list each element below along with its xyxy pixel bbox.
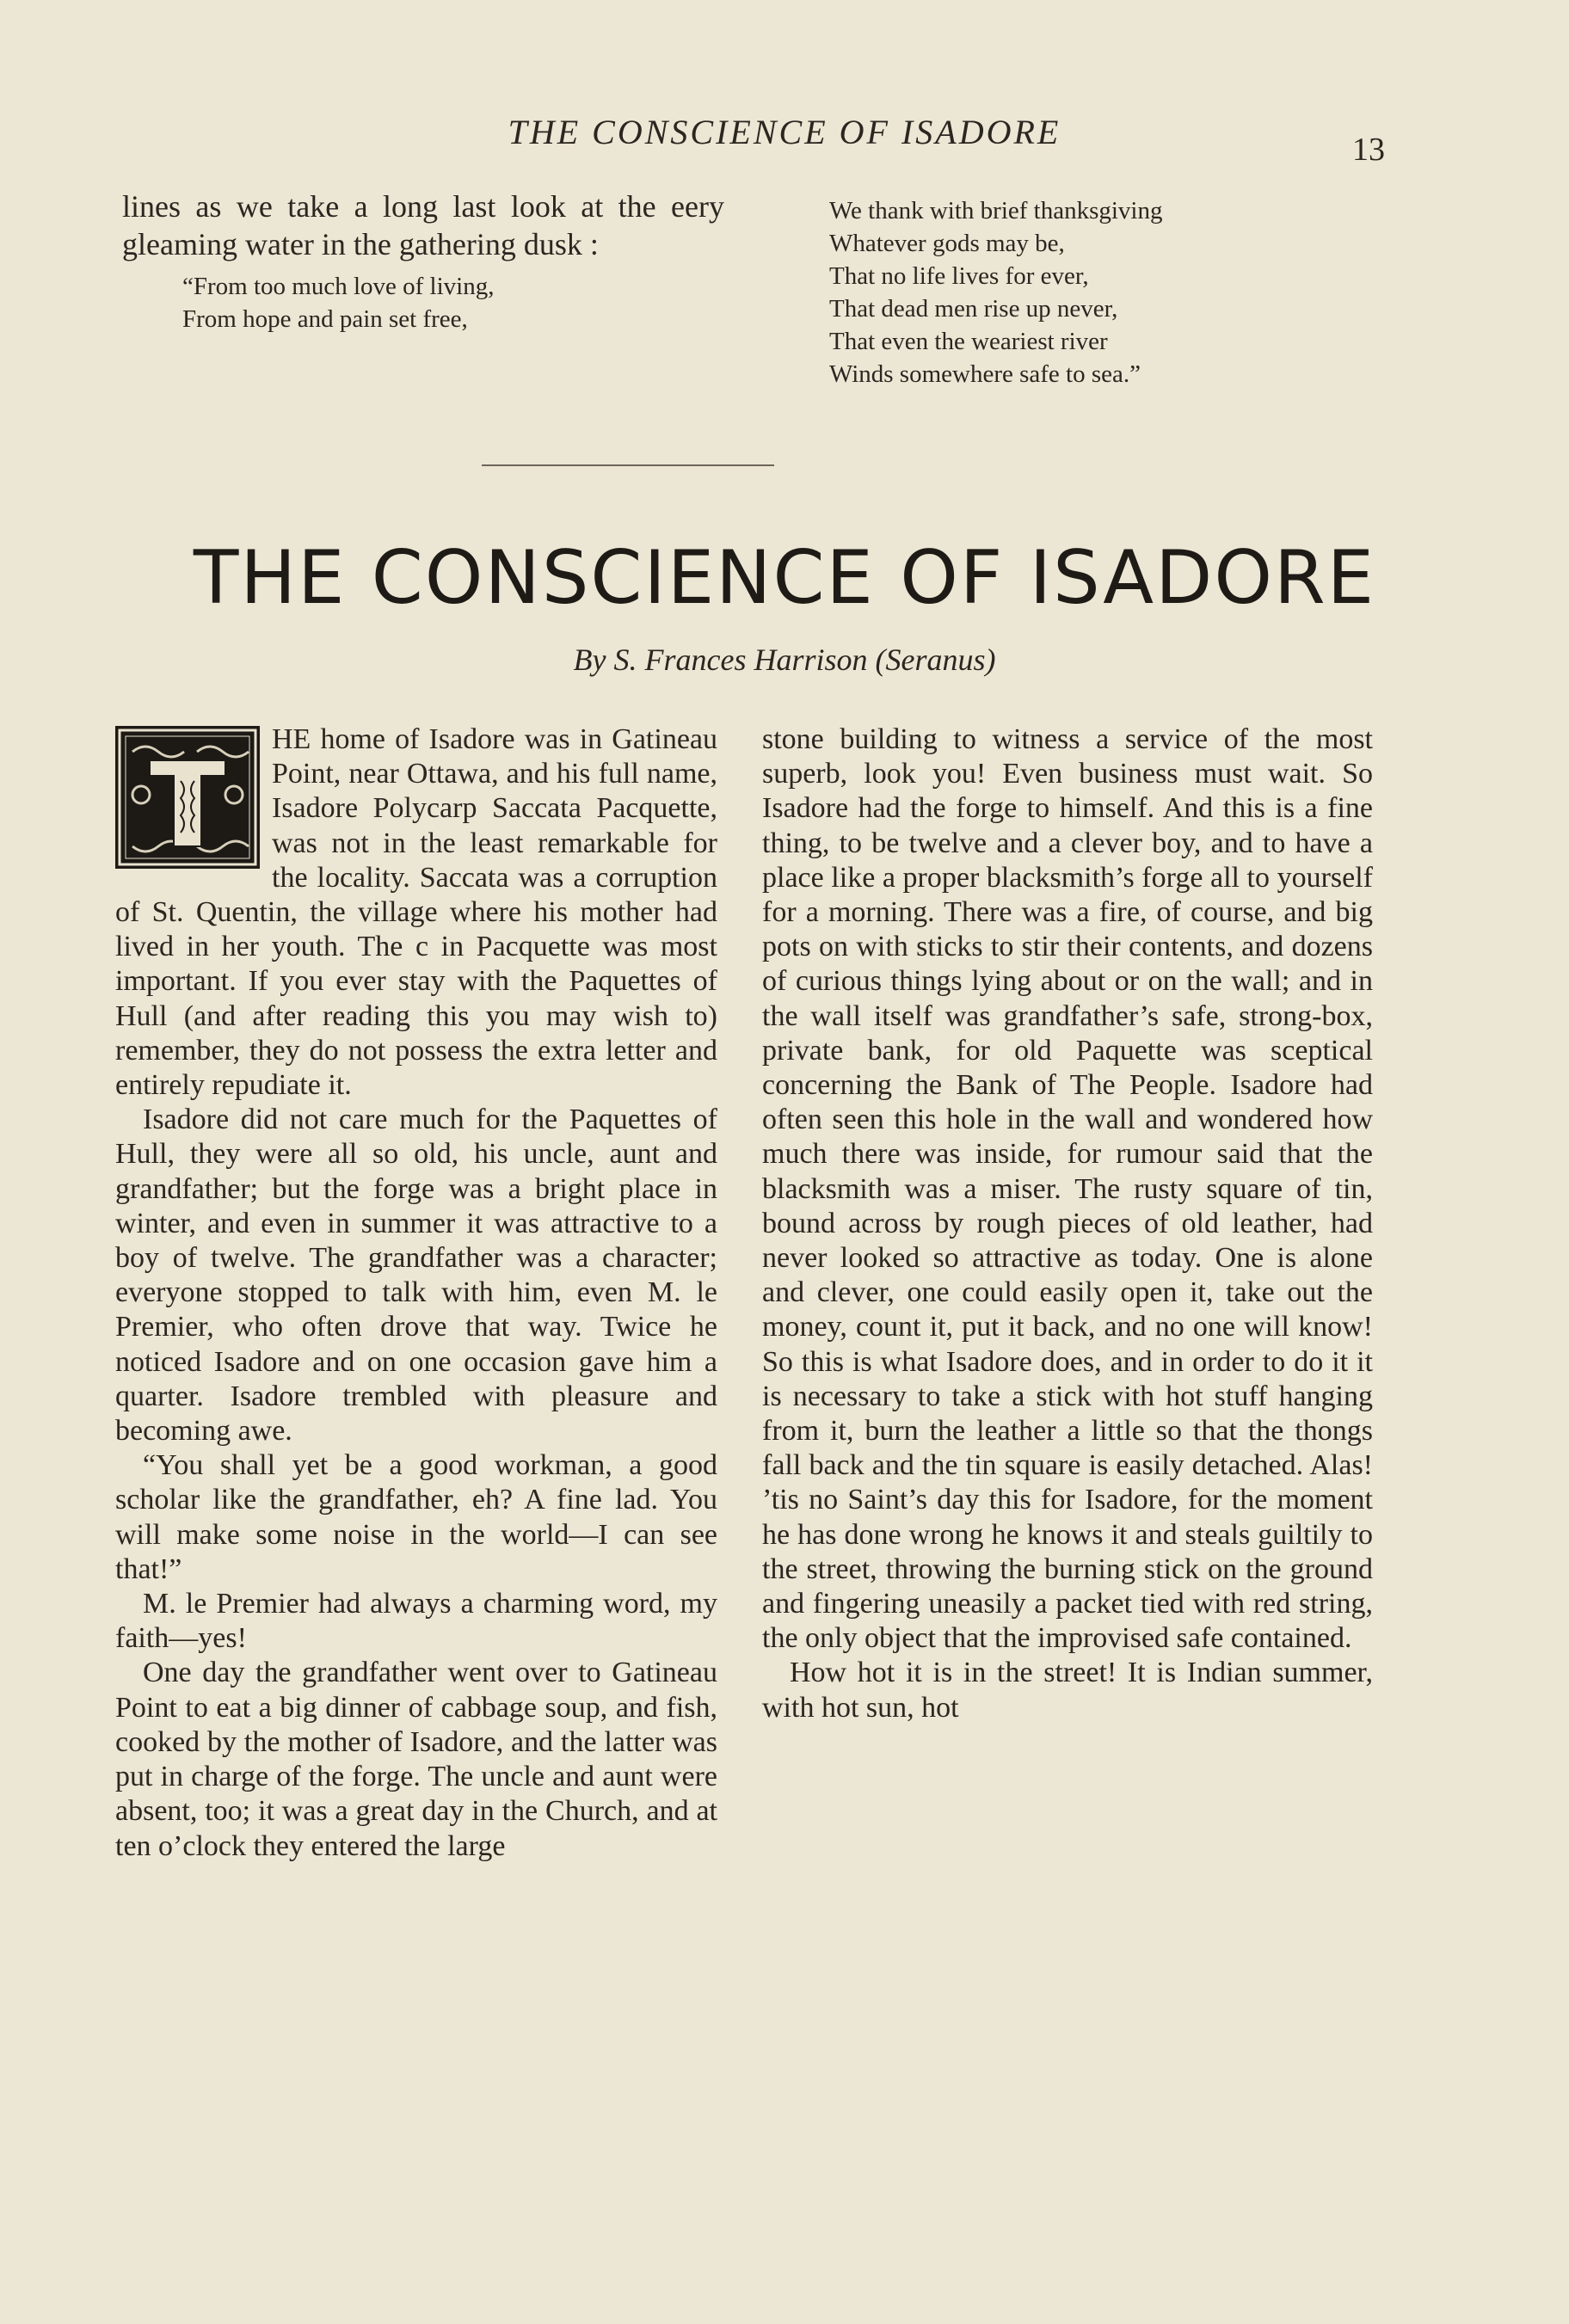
- intro-paragraph: lines as we take a long last look at the eery gleaming water in the gathering dusk :: [122, 189, 724, 261]
- verse-line: From hope and pain set free,: [182, 305, 468, 333]
- article-left-column: [115, 722, 717, 1864]
- paragraph: One day the grandfather went over to Gatineau Point to eat a big dinner of cabbage soup, and fish, cooked by the mother of Isadore, and the latter was put in charge of the forge. The uncle and aunt were absent, too; it was a great day in the Church, and at ten o’clock they entered the large: [115, 1657, 717, 1862]
- top-left-column: [122, 188, 724, 335]
- paragraph: stone building to witness a service of the most superb, look you! Even business must wait. So Isadore had the forge to himself. And this is a fine thing, to be twelve and a clever boy, and to have a place like a proper blacksmith’s forge all to yourself for a morning. There was a fire, of course, and big pots on with sticks to stir their contents, and dozens of curious things lying about or on the wall; and in the wall itself was grandfather’s safe, strong-box, private bank, for old Paquette was sceptical concerning the Bank of The People. Isadore had often seen this hole in the wall and wondered how much there was inside, for rumour said that the blacksmith was a miser. The rusty square of tin, bound across by rough pieces of old leather, had never looked so attractive as today. One is alone and clever, one could easily open it, take out the money, count it, put it back, and no one will know! So this is what Isadore does, and in order to do it it is necessary to take a stick with hot stuff hanging from it, burn the leather a little so that the thongs fall back and the tin square is easily detached. Alas! ’tis no Saint’s day this for Isadore, for the moment he has done wrong he knows it and steals guiltily to the street, throwing the burning stick on the ground and fingering uneasily a packet tied with red string, the only object that the improvised safe contained.: [762, 723, 1373, 1655]
- article-right-column: [762, 722, 1373, 1725]
- paragraph: M. le Premier had always a charming word, my faith—yes!: [115, 1588, 717, 1655]
- verse-line: Whatever gods may be,: [829, 230, 1065, 257]
- section-divider: [482, 464, 774, 466]
- verse-line: We thank with brief thanksgiving: [829, 197, 1163, 224]
- verse-right: [829, 194, 1380, 390]
- verse-line: That dead men rise up never,: [829, 295, 1118, 323]
- top-right-column: [829, 188, 1380, 390]
- verse-left: [122, 270, 724, 335]
- paragraph: HE home of Isadore was in Gatineau Point, near Ottawa, and his full name, Isadore Polycarp Saccata Pacquette, was not in the least remarkable for the locality. Saccata was a corruption of St. Quentin, the village where his mother had lived in her youth. The c in Pacquette was most important. If you ever stay with the Paquettes of Hull (and after reading this you may wish to) remember, they do not possess the extra letter and entirely repudiate it.: [115, 723, 717, 1102]
- drop-cap-ornament: [115, 726, 260, 869]
- verse-line: That no life lives for ever,: [829, 262, 1089, 290]
- verse-line: “From too much love of living,: [182, 273, 495, 300]
- running-head: THE CONSCIENCE OF ISADORE: [508, 113, 1061, 151]
- verse-line: Winds somewhere safe to sea.”: [829, 360, 1141, 388]
- article-title: THE CONSCIENCE OF ISADORE: [193, 535, 1376, 621]
- page-number: 13: [1352, 132, 1385, 168]
- paragraph: How hot it is in the street! It is Indian summer, with hot sun, hot: [762, 1657, 1373, 1724]
- paragraph: Isadore did not care much for the Paquettes of Hull, they were all so old, his uncle, aunt and grandfather; but the forge was a bright place in winter, and even in summer it was attractive to a boy of twelve. The grandfather was a character; everyone stopped to talk with him, even M. le Premier, who often drove that way. Twice he noticed Isadore and on one occasion gave him a quarter. Isadore trembled with pleasure and becoming awe.: [115, 1104, 717, 1448]
- paragraph: “You shall yet be a good workman, a good scholar like the grandfather, eh? A fine lad. You will make some noise in the world—I can see that!”: [115, 1449, 717, 1585]
- byline: By S. Frances Harrison (Seranus): [573, 642, 996, 677]
- verse-line: That even the weariest river: [829, 328, 1108, 355]
